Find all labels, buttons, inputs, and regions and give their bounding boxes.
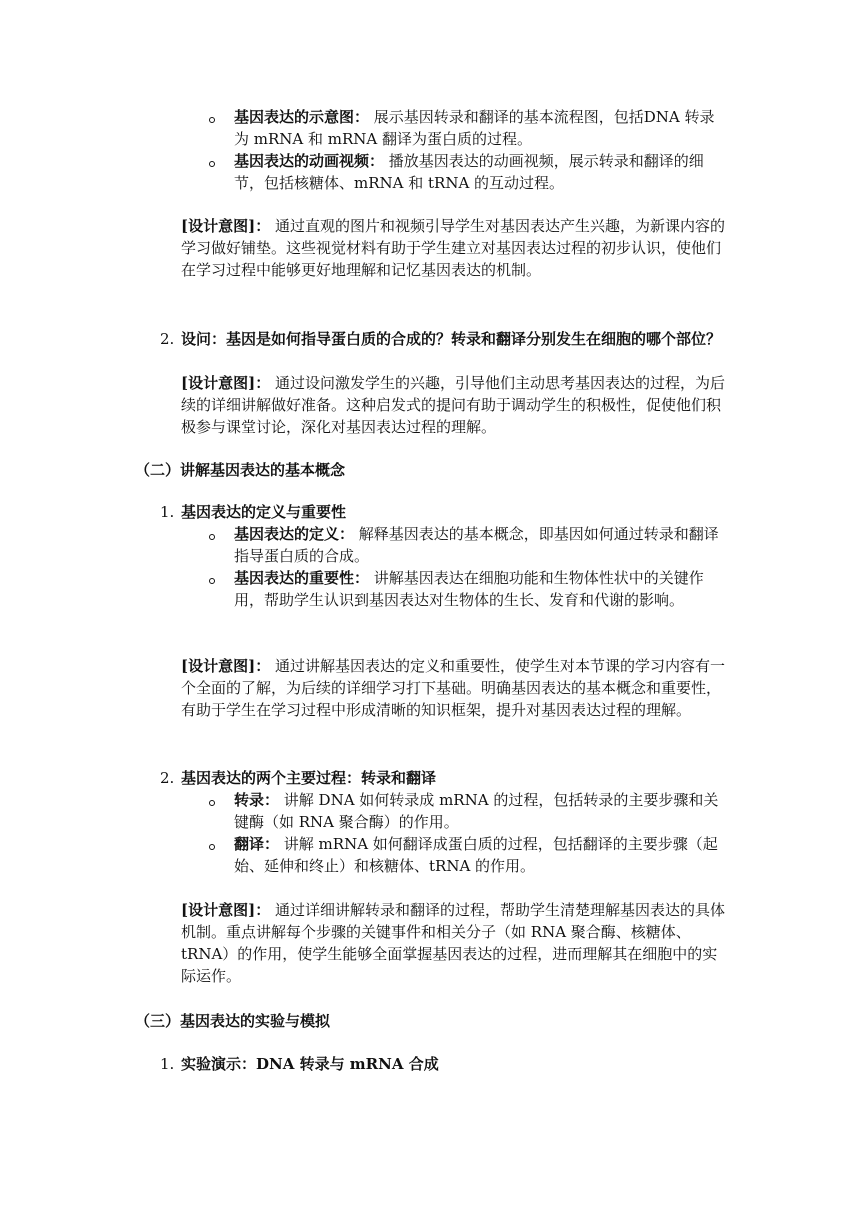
list-number: 1. (160, 1055, 175, 1073)
bullet-text: 讲解 DNA 如何转录成 mRNA 的过程，包括转录的主要步骤和关键酶（如 RNA 聚合酶）的作用。 (234, 791, 719, 831)
bullet-icon (209, 578, 215, 584)
bullet-text: 播放基因表达的动画视频，展示转录和翻译的细节，包括核糖体、mRNA 和 tRNA 的互动过程。 (234, 152, 704, 192)
bullet-label: 转录： (234, 791, 280, 809)
bullet-icon (209, 161, 215, 167)
design-intent-paragraph (181, 215, 729, 281)
bullet-item (234, 106, 724, 150)
section-heading: （二）讲解基因表达的基本概念 (135, 461, 346, 479)
design-intent-paragraph (181, 899, 729, 987)
bullet-text: 讲解基因表达在细胞功能和生物体性状中的关键作用，帮助学生认识到基因表达对生物体的生长、发育和代谢的影响。 (234, 569, 704, 609)
bullet-item (234, 523, 724, 567)
bullet-item (234, 150, 724, 194)
design-intent-label: [设计意图]： (181, 901, 271, 919)
design-intent-label: [设计意图]： (181, 374, 271, 392)
bullet-item (234, 833, 724, 877)
list-number: 1. (160, 503, 175, 521)
list-item-title: 基因表达的两个主要过程：转录和翻译 (181, 769, 437, 787)
design-intent-text: 通过直观的图片和视频引导学生对基因表达产生兴趣，为新课内容的学习做好铺垫。这些视觉材料有助于学生建立对基因表达过程的初步认识，使他们在学习过程中能够更好地理解和记忆基因表达的机制。 (181, 217, 725, 279)
design-intent-text: 通过详细讲解转录和翻译的过程，帮助学生清楚理解基因表达的具体机制。重点讲解每个步骤的关键事件和相关分子（如 RNA 聚合酶、核糖体、tRNA）的作用，使学生能够全面掌握基因表达的过程，进而理解其在细胞中的实际运作。 (181, 901, 725, 985)
list-item-title: 设问：基因是如何指导蛋白质的合成的？转录和翻译分别发生在细胞的哪个部位？ (181, 330, 722, 348)
bullet-text: 讲解 mRNA 如何翻译成蛋白质的过程，包括翻译的主要步骤（起始、延伸和终止）和核糖体、tRNA 的作用。 (234, 835, 718, 875)
bullet-label: 基因表达的示意图： (234, 108, 370, 126)
design-intent-label: [设计意图]： (181, 657, 271, 675)
design-intent-paragraph (181, 655, 729, 721)
bullet-icon (209, 844, 215, 850)
list-number: 2. (160, 330, 175, 348)
design-intent-text: 通过设问激发学生的兴趣，引导他们主动思考基因表达的过程，为后续的详细讲解做好准备。这种启发式的提问有助于调动学生的积极性，促使他们积极参与课堂讨论，深化对基因表达过程的理解。 (181, 374, 725, 436)
design-intent-text: 通过讲解基因表达的定义和重要性，使学生对本节课的学习内容有一个全面的了解，为后续的详细学习打下基础。明确基因表达的基本概念和重要性，有助于学生在学习过程中形成清晰的知识框架，提升对基因表达过程的理解。 (181, 657, 725, 719)
list-number: 2. (160, 769, 175, 787)
bullet-icon (209, 534, 215, 540)
list-item-title: 基因表达的定义与重要性 (181, 503, 347, 521)
bullet-label: 基因表达的定义： (234, 525, 355, 543)
bullet-item (234, 567, 724, 611)
bullet-label: 翻译： (234, 835, 280, 853)
design-intent-paragraph (181, 372, 729, 438)
bullet-item (234, 789, 724, 833)
bullet-icon (209, 800, 215, 806)
bullet-text: 解释基因表达的基本概念，即基因如何通过转录和翻译指导蛋白质的合成。 (234, 525, 719, 565)
bullet-label: 基因表达的重要性： (234, 569, 370, 587)
bullet-text: 展示基因转录和翻译的基本流程图，包括DNA 转录为 mRNA 和 mRNA 翻译为蛋白质的过程。 (234, 108, 715, 148)
bullet-icon (209, 117, 215, 123)
list-item-title: 实验演示：DNA 转录与 mRNA 合成 (181, 1055, 439, 1073)
section-heading: （三）基因表达的实验与模拟 (135, 1012, 331, 1030)
bullet-label: 基因表达的动画视频： (234, 152, 385, 170)
design-intent-label: [设计意图]： (181, 217, 271, 235)
